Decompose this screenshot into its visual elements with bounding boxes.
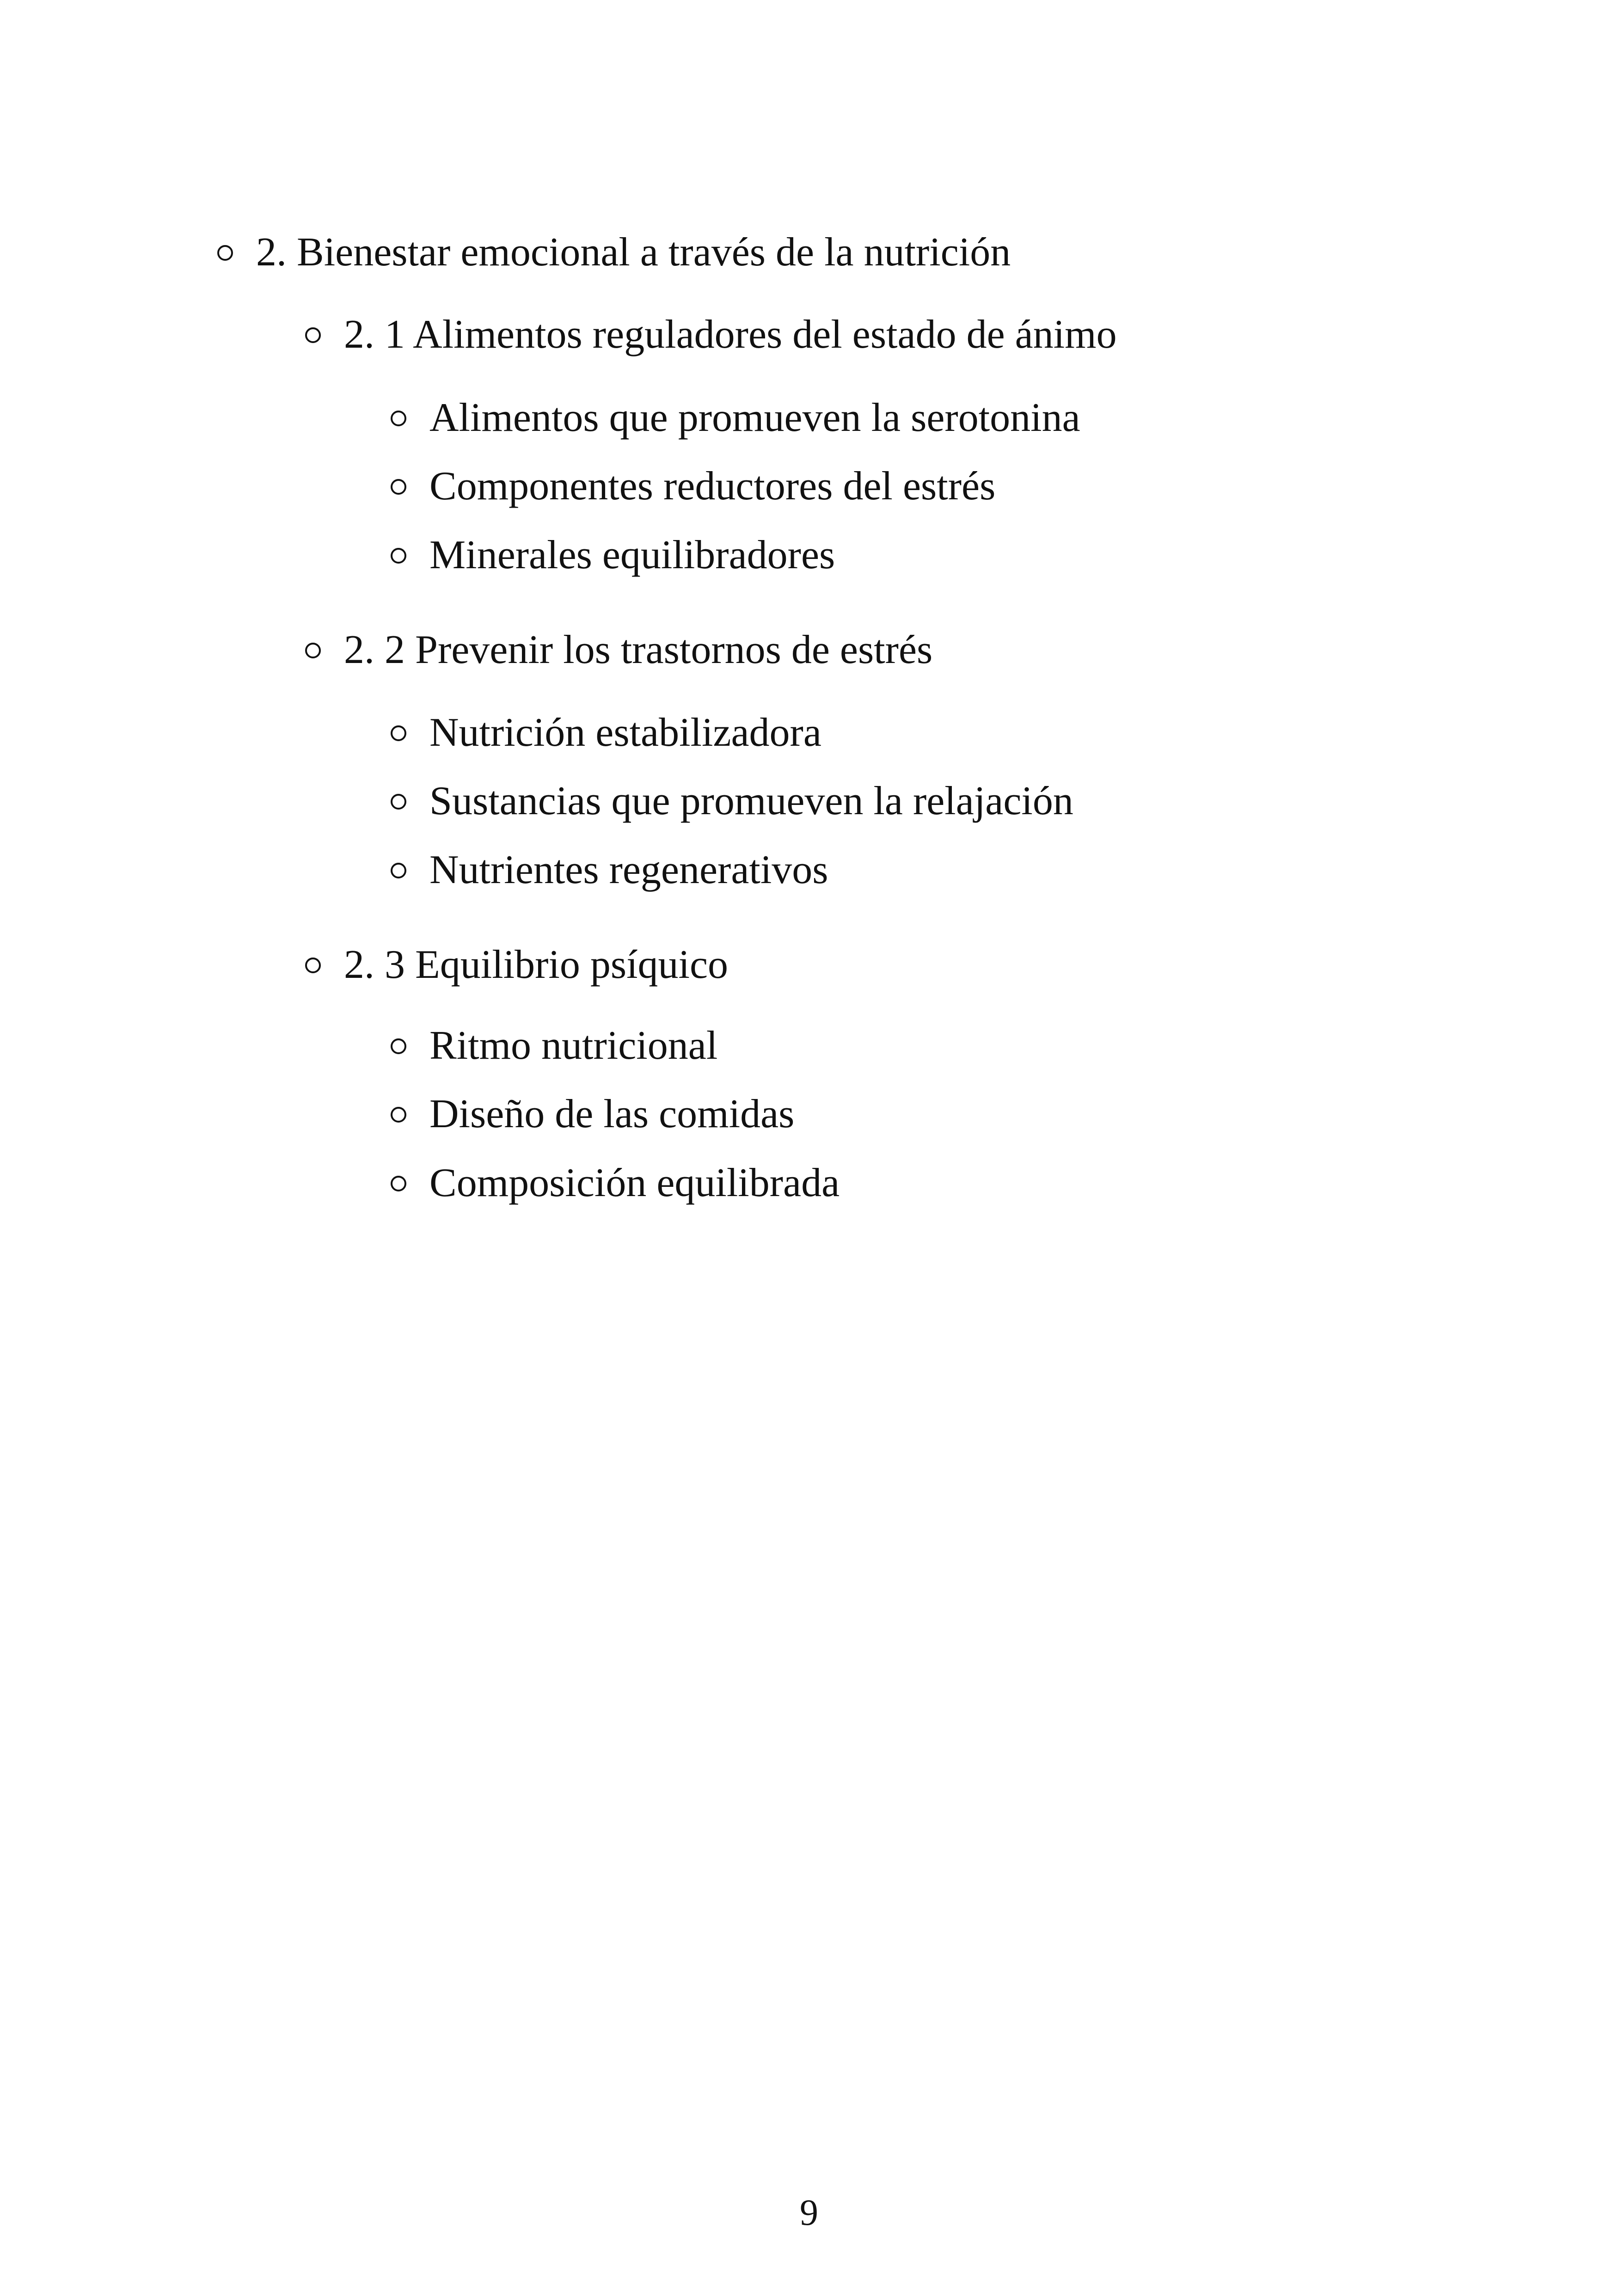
section-title: 2. Bienestar emocional a través de la nutrición [256, 230, 1011, 275]
hollow-circle-bullet-icon [391, 548, 406, 564]
list-item-text: Nutrición estabilizadora [429, 710, 821, 755]
hollow-circle-bullet-icon [391, 411, 406, 426]
subsection-title: 2. 3 Equilibrio psíquico [344, 942, 729, 987]
hollow-circle-bullet-icon [391, 1176, 406, 1191]
hollow-circle-bullet-icon [391, 725, 406, 741]
list-item-text: Minerales equilibradores [429, 533, 835, 577]
outline-list-item [391, 1025, 717, 1066]
hollow-circle-bullet-icon [391, 794, 406, 810]
list-item-text: Nutrientes regenerativos [429, 847, 828, 892]
hollow-circle-bullet-icon [391, 479, 406, 495]
outline-list-item [391, 395, 1080, 440]
hollow-circle-bullet-icon [391, 1038, 406, 1054]
hollow-circle-bullet-icon [305, 327, 321, 343]
hollow-circle-bullet-icon [391, 1107, 406, 1123]
outline-list-item [391, 781, 1073, 822]
page-number: 9 [800, 2192, 818, 2233]
hollow-circle-bullet-icon [305, 643, 321, 658]
hollow-circle-bullet-icon [391, 863, 406, 878]
outline-list-item [391, 1160, 840, 1205]
outline-section-heading [217, 232, 1011, 273]
outline-subsection-heading [305, 942, 729, 987]
outline-subsection-heading [305, 627, 933, 672]
hollow-circle-bullet-icon [305, 958, 321, 973]
list-item-text: Sustancias que promueven la relajación [429, 779, 1073, 823]
outline-list-item [391, 847, 828, 892]
outline-list-item [391, 1094, 794, 1135]
outline-list-item [391, 466, 995, 507]
list-item-text: Composición equilibrada [429, 1160, 840, 1205]
outline-list-item [391, 712, 821, 753]
outline-list-item [391, 535, 835, 576]
subsection-title: 2. 1 Alimentos reguladores del estado de ánimo [344, 312, 1117, 357]
list-item-text: Diseño de las comidas [429, 1092, 795, 1136]
outline-subsection-heading [305, 314, 1117, 355]
subsection-title: 2. 2 Prevenir los trastornos de estrés [344, 627, 933, 672]
list-item-text: Ritmo nutricional [429, 1023, 718, 1068]
list-item-text: Componentes reductores del estrés [429, 464, 996, 509]
list-item-text: Alimentos que promueven la serotonina [429, 395, 1080, 440]
hollow-circle-bullet-icon [217, 245, 233, 261]
